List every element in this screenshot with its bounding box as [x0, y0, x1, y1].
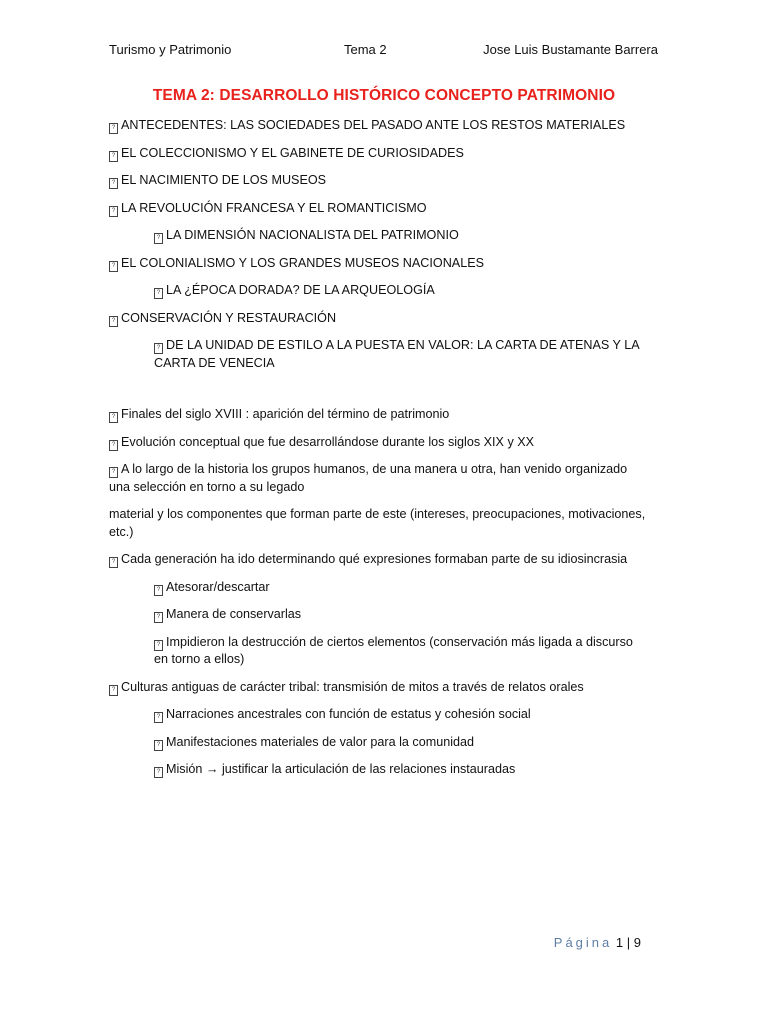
- outline-item: [154, 227, 649, 245]
- note-item-text: Manifestaciones materiales de valor para la comunidad: [166, 734, 475, 749]
- header-course: Turismo y Patrimonio: [109, 42, 232, 57]
- missing-glyph-bullet-icon: ?: [154, 740, 163, 751]
- outline-item-text: CONSERVACIÓN Y RESTAURACIÓN: [121, 310, 337, 325]
- outline-item-text: ANTECEDENTES: LAS SOCIEDADES DEL PASADO ANTE LOS RESTOS MATERIALES: [121, 118, 626, 132]
- document-body: [109, 117, 649, 789]
- missing-glyph-bullet-icon: ?: [154, 288, 163, 299]
- note-item-text: Atesorar/descartar: [166, 579, 270, 594]
- outline-item-text: LA DIMENSIÓN NACIONALISTA DEL PATRIMONIO: [166, 228, 459, 242]
- missing-glyph-bullet-icon: ?: [154, 585, 163, 596]
- note-item-text: Impidieron la destrucción de ciertos elementos (conservación más ligada a discurso en torno a ellos): [154, 634, 633, 666]
- note-item: [154, 734, 649, 752]
- missing-glyph-bullet-icon: ?: [109, 557, 118, 568]
- note-item-text: Manera de conservarlas: [166, 607, 302, 621]
- outline-item: [109, 145, 649, 163]
- missing-glyph-bullet-icon: ?: [154, 712, 163, 723]
- outline-item-text: DE LA UNIDAD DE ESTILO A LA PUESTA EN VALOR: LA CARTA DE ATENAS Y LA CARTA DE VENECIA: [154, 338, 639, 370]
- note-item-text: A lo largo de la historia los grupos humanos, de una manera u otra, han venido organizado una selección en torno a su legado: [109, 462, 628, 494]
- note-item: [154, 634, 649, 669]
- note-item-text: Misión → justificar la articulación de las relaciones instauradas: [166, 762, 516, 776]
- note-item: [109, 679, 649, 697]
- note-item-text: material y los componentes que forman parte de este (intereses, preocupaciones, motivaciones, etc.): [109, 507, 646, 539]
- note-item: [154, 579, 649, 597]
- header-topic: Tema 2: [344, 42, 387, 57]
- note-item-text: Finales del siglo XVIII : aparición del término de patrimonio: [121, 407, 450, 421]
- outline-item-text: EL COLONIALISMO Y LOS GRANDES MUSEOS NACIONALES: [121, 255, 484, 270]
- missing-glyph-bullet-icon: ?: [109, 206, 118, 217]
- page-header: [109, 42, 658, 62]
- note-item-text: Culturas antiguas de carácter tribal: transmisión de mitos a través de relatos orales: [121, 679, 584, 694]
- missing-glyph-bullet-icon: ?: [154, 343, 163, 354]
- missing-glyph-bullet-icon: ?: [109, 685, 118, 696]
- outline-item: [109, 255, 649, 273]
- outline-item-text: LA ¿ÉPOCA DORADA? DE LA ARQUEOLOGÍA: [166, 283, 435, 297]
- outline-item: [154, 337, 649, 372]
- outline-list: [109, 117, 649, 372]
- missing-glyph-bullet-icon: ?: [154, 612, 163, 623]
- note-item-text: Narraciones ancestrales con función de estatus y cohesión social: [166, 707, 531, 721]
- note-item: [109, 551, 649, 569]
- outline-item: [109, 117, 649, 135]
- header-author: Jose Luis Bustamante Barrera: [483, 42, 658, 57]
- missing-glyph-bullet-icon: ?: [109, 467, 118, 478]
- missing-glyph-bullet-icon: ?: [109, 412, 118, 423]
- missing-glyph-bullet-icon: ?: [109, 440, 118, 451]
- page-footer: [554, 935, 641, 950]
- missing-glyph-bullet-icon: ?: [109, 316, 118, 327]
- missing-glyph-bullet-icon: ?: [109, 261, 118, 272]
- outline-item-text: EL COLECCIONISMO Y EL GABINETE DE CURIOSIDADES: [121, 145, 464, 160]
- outline-item: [154, 282, 649, 300]
- outline-item-text: EL NACIMIENTO DE LOS MUSEOS: [121, 173, 327, 187]
- outline-item-text: LA REVOLUCIÓN FRANCESA Y EL ROMANTICISMO: [121, 200, 427, 215]
- missing-glyph-bullet-icon: ?: [154, 767, 163, 778]
- note-item-text: Cada generación ha ido determinando qué expresiones formaban parte de su idiosincrasia: [121, 552, 628, 566]
- note-item-text: Evolución conceptual que fue desarrollándose durante los siglos XIX y XX: [121, 434, 535, 449]
- note-item: [109, 406, 649, 424]
- note-item: [154, 606, 649, 624]
- note-item: [154, 761, 649, 779]
- section-gap: [109, 382, 649, 406]
- outline-item: [109, 200, 649, 218]
- note-item: [109, 461, 649, 496]
- note-item: [154, 706, 649, 724]
- missing-glyph-bullet-icon: ?: [109, 123, 118, 134]
- outline-item: [109, 172, 649, 190]
- missing-glyph-bullet-icon: ?: [109, 151, 118, 162]
- missing-glyph-bullet-icon: ?: [154, 640, 163, 651]
- page-label: Página: [553, 935, 613, 950]
- page-total: 9: [633, 935, 641, 950]
- outline-item: [109, 310, 649, 328]
- document-title: TEMA 2: DESARROLLO HISTÓRICO CONCEPTO PATRIMONIO: [152, 87, 616, 104]
- missing-glyph-bullet-icon: ?: [154, 233, 163, 244]
- note-item: [109, 506, 649, 541]
- notes-list: [109, 406, 649, 779]
- page-number: 1: [615, 935, 624, 950]
- page-separator: |: [626, 935, 631, 950]
- missing-glyph-bullet-icon: ?: [109, 178, 118, 189]
- note-item: [109, 434, 649, 452]
